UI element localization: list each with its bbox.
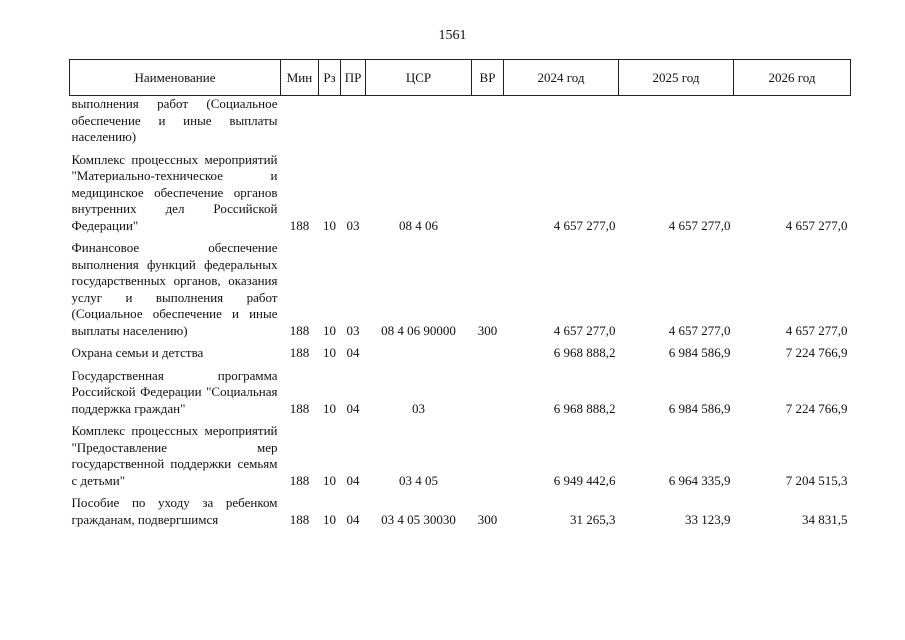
row-vr <box>472 146 504 235</box>
row-name: Охрана семьи и детства <box>71 345 204 360</box>
row-2026: 7 204 515,3 <box>785 472 848 488</box>
row-csr: 08 4 06 <box>399 217 438 233</box>
row-2026: 4 657 277,0 <box>785 217 848 233</box>
row-vr: 300 <box>477 511 498 527</box>
row-name: Комплекс процессных мероприятий "Материально-техническое и медицинское обеспечение органов внутренних дел Российской Федерации" <box>71 151 278 233</box>
row-2024: 6 968 888,2 <box>553 345 616 360</box>
row-rz: 10 <box>323 345 336 360</box>
row-2026 <box>734 96 851 146</box>
header-csr: ЦСР <box>366 60 472 96</box>
row-vr <box>472 339 504 362</box>
row-csr: 03 <box>412 400 425 416</box>
row-2025: 6 984 586,9 <box>668 400 731 416</box>
row-2026: 34 831,5 <box>802 511 848 527</box>
header-pr: ПР <box>341 60 366 96</box>
row-vr <box>472 96 504 146</box>
table-row <box>70 417 851 489</box>
row-pr: 04 <box>346 400 360 416</box>
row-name: Пособие по уходу за ребенком гражданам, подвергшимся <box>71 495 278 527</box>
header-2025: 2025 год <box>619 60 734 96</box>
row-pr: 04 <box>346 511 360 527</box>
row-2024: 6 968 888,2 <box>553 400 616 416</box>
row-2024: 6 949 442,6 <box>553 472 616 488</box>
row-pr <box>341 96 366 146</box>
table-row <box>70 96 851 146</box>
row-min: 188 <box>289 511 310 527</box>
header-min: Мин <box>281 60 319 96</box>
row-rz: 10 <box>323 511 336 527</box>
row-2025: 6 984 586,9 <box>668 345 731 360</box>
header-vr: ВР <box>472 60 504 96</box>
row-rz: 10 <box>323 472 336 488</box>
row-rz: 10 <box>323 217 336 233</box>
row-vr: 300 <box>477 322 498 338</box>
row-2024: 4 657 277,0 <box>553 322 616 338</box>
row-2025: 33 123,9 <box>685 511 731 527</box>
row-min: 188 <box>289 345 310 360</box>
row-vr <box>472 362 504 418</box>
row-rz: 10 <box>323 400 336 416</box>
row-name: Комплекс процессных мероприятий "Предоставление мер государственной поддержки семьям с детьми" <box>71 423 278 488</box>
table-row <box>70 362 851 418</box>
row-rz <box>319 96 341 146</box>
row-min: 188 <box>289 217 310 233</box>
row-2024: 31 265,3 <box>570 511 616 527</box>
header-rz: Рз <box>319 60 341 96</box>
row-csr: 08 4 06 90000 <box>381 322 456 338</box>
row-vr <box>472 417 504 489</box>
row-2025: 6 964 335,9 <box>668 472 731 488</box>
budget-table <box>69 59 851 528</box>
row-pr: 04 <box>346 345 360 360</box>
header-name: Наименование <box>70 60 281 96</box>
row-2024 <box>504 96 619 146</box>
table-row <box>70 489 851 528</box>
row-rz: 10 <box>323 322 336 338</box>
row-csr <box>366 96 472 146</box>
row-min <box>281 96 319 146</box>
row-csr <box>366 339 472 362</box>
row-min: 188 <box>289 472 310 488</box>
table-row <box>70 339 851 362</box>
row-2025: 4 657 277,0 <box>668 322 731 338</box>
row-2024: 4 657 277,0 <box>553 217 616 233</box>
row-pr: 03 <box>346 322 360 338</box>
row-name: Государственная программа Российской Федерации "Социальная поддержка граждан" <box>71 367 278 416</box>
row-2025 <box>619 96 734 146</box>
page-number: 1561 <box>438 28 467 43</box>
row-2026: 4 657 277,0 <box>785 322 848 338</box>
header-2026: 2026 год <box>734 60 851 96</box>
row-min: 188 <box>289 322 310 338</box>
row-pr: 03 <box>346 217 360 233</box>
header-2024: 2024 год <box>504 60 619 96</box>
row-csr: 03 4 05 <box>399 472 438 488</box>
row-2026: 7 224 766,9 <box>785 345 848 360</box>
table-header-row <box>70 60 851 96</box>
row-name: выполнения работ (Социальное обеспечение и иные выплаты населению) <box>71 96 278 144</box>
table-row <box>70 234 851 339</box>
row-min: 188 <box>289 400 310 416</box>
row-pr: 04 <box>346 472 360 488</box>
row-csr: 03 4 05 30030 <box>381 511 456 527</box>
row-2026: 7 224 766,9 <box>785 400 848 416</box>
row-name: Финансовое обеспечение выполнения функций федеральных государственных органов, оказания услуг и выполнения работ (Социальное обеспечение и иные выплаты населению) <box>71 240 278 338</box>
table-row <box>70 146 851 235</box>
row-2025: 4 657 277,0 <box>668 217 731 233</box>
